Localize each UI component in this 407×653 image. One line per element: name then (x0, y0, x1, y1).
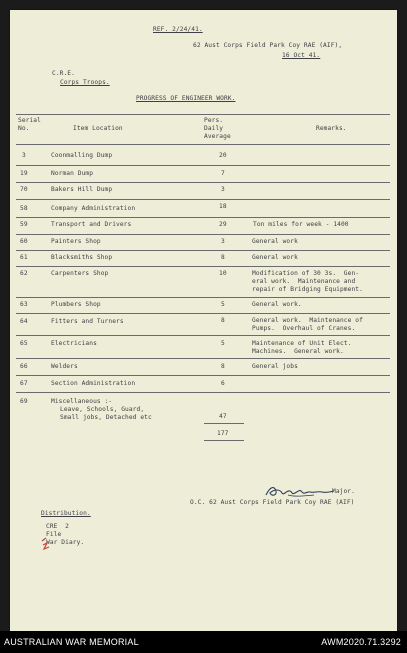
row-pers: 47 (219, 413, 227, 420)
row-rule (16, 250, 390, 251)
row-pers: 10 (219, 270, 227, 277)
distribution-item: War Diary. (46, 539, 85, 546)
row-item: Electricians (51, 340, 97, 347)
row-rule (16, 297, 390, 298)
row-serial: 64 (20, 318, 28, 325)
row-serial: 60 (20, 238, 28, 245)
addressee-line-2: Corps Troops. (60, 79, 110, 86)
row-remarks: General jobs (252, 363, 298, 370)
row-rule (16, 182, 390, 183)
row-item: Plumbers Shop (51, 301, 101, 308)
row-pers: 18 (219, 203, 227, 210)
row-rule (16, 313, 390, 314)
row-serial: 65 (20, 340, 28, 347)
archive-name: AUSTRALIAN WAR MEMORIAL (4, 637, 139, 647)
row-item: Coonmalling Dump (51, 152, 113, 159)
row-remarks: General work (252, 238, 298, 245)
distribution-item: CRE 2 (46, 523, 69, 530)
reference-number: REF. 2/24/41. (153, 26, 203, 33)
table-top-rule (16, 114, 390, 115)
row-serial: 61 (20, 254, 28, 261)
document-page (10, 10, 397, 631)
row-pers: 5 (221, 340, 225, 347)
row-remarks: repair of Bridging Equipment. (252, 286, 363, 293)
row-pers: 29 (219, 221, 227, 228)
row-remarks: Maintenance of Unit Elect. (252, 340, 352, 347)
row-item: Carpenters Shop (51, 270, 109, 277)
row-item: Welders (51, 363, 78, 370)
distribution-item: File (46, 531, 62, 538)
row-pers: 3 (221, 238, 225, 245)
row-item: Norman Dump (51, 170, 94, 177)
col-header-pers-1: Pers. (204, 117, 224, 124)
row-rule (16, 266, 390, 267)
row-remarks: General work (252, 254, 298, 261)
row-remarks: Ton miles for week - 1400 (253, 221, 349, 228)
col-header-serial-1: Serial (18, 117, 41, 124)
row-pers: 8 (221, 254, 225, 261)
row-remarks: Machines. General work. (252, 348, 344, 355)
row-serial: 67 (20, 380, 28, 387)
row-serial: 69 (20, 398, 28, 405)
col-header-serial-2: No. (18, 125, 30, 132)
addressee-line-1: C.R.E. (52, 70, 75, 77)
signatory-unit: O.C. 62 Aust Corps Field Park Coy RAE (AIF) (190, 499, 355, 506)
row-rule (16, 199, 390, 200)
row-pers: 7 (221, 170, 225, 177)
row-pers: 20 (219, 152, 227, 159)
row-item: Company Administration (51, 205, 136, 212)
row-rule (16, 375, 390, 376)
row-serial: 66 (20, 363, 28, 370)
row-serial: 63 (20, 301, 28, 308)
row-rule (16, 335, 390, 336)
distribution-heading: Distribution. (41, 510, 91, 517)
row-serial: 19 (20, 170, 28, 177)
col-header-item: Item Location (73, 125, 123, 132)
row-pers: 8 (221, 363, 225, 370)
row-rule (16, 217, 390, 218)
red-tick-mark (41, 535, 51, 555)
row-remarks: Modification of 30 3s. Gen- (252, 270, 360, 277)
row-rule (16, 165, 390, 166)
archive-footer-bar (0, 631, 407, 653)
row-item: Fitters and Turners (51, 318, 124, 325)
col-header-remarks: Remarks. (316, 125, 347, 132)
document-title: PROGRESS OF ENGINEER WORK. (136, 95, 236, 102)
table-header-rule (16, 144, 390, 145)
signatory-rank: Major. (332, 488, 355, 495)
row-remarks: Pumps. Overhaul of Cranes. (252, 325, 356, 332)
row-rule (16, 358, 390, 359)
row-rule (16, 234, 390, 235)
row-item: Blacksmiths Shop (51, 254, 113, 261)
row-pers: 3 (221, 186, 225, 193)
col-header-pers-3: Average (204, 133, 231, 140)
row-item: Section Administration (51, 380, 136, 387)
row-rule (16, 392, 390, 393)
total-rule-bottom (204, 440, 244, 441)
total-personnel: 177 (217, 430, 229, 437)
row-item: Bakers Hill Dump (51, 186, 113, 193)
row-remarks: General work. (252, 301, 302, 308)
row-serial: 3 (22, 152, 26, 159)
row-pers: 5 (221, 301, 225, 308)
archive-reference: AWM2020.71.3292 (321, 637, 401, 647)
col-header-pers-2: Daily (204, 125, 224, 132)
unit-heading: 62 Aust Corps Field Park Coy RAE (AIF), (193, 42, 343, 49)
row-item-extra: Small jobs, Detached etc (60, 414, 152, 421)
row-serial: 59 (20, 221, 28, 228)
row-item: Miscellaneous :- (51, 398, 113, 405)
row-remarks: eral work. Maintenance and (252, 278, 356, 285)
row-pers: 6 (221, 380, 225, 387)
row-pers: 8 (221, 317, 225, 324)
row-serial: 62 (20, 270, 28, 277)
row-item-extra: Leave, Schools, Guard, (60, 406, 145, 413)
row-remarks: General work. Maintenance of (252, 317, 363, 324)
row-item: Painters Shop (51, 238, 101, 245)
document-date: 16 Oct 41. (282, 52, 321, 59)
total-rule-top (204, 423, 244, 424)
row-serial: 70 (20, 186, 28, 193)
row-item: Transport and Drivers (51, 221, 132, 228)
row-serial: 58 (20, 205, 28, 212)
